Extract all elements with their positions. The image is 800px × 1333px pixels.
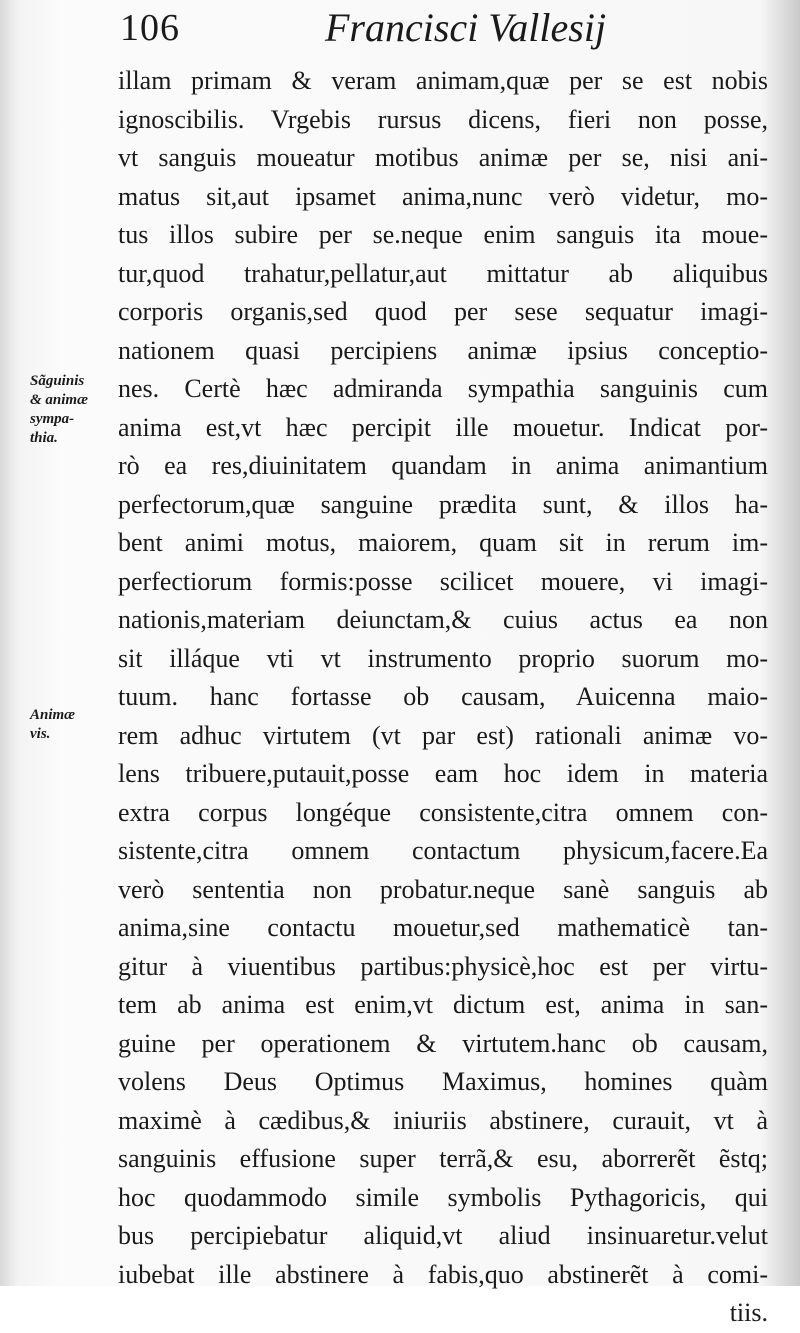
text-line: anima est,vt hæc percipit ille mouetur. Indicat por- bbox=[118, 412, 768, 442]
margin-note-line: sympa- bbox=[30, 411, 75, 427]
text-line: tem ab anima est enim,vt dictum est, anima in san- bbox=[118, 990, 768, 1019]
text-line: lens tribuere,putauit,posse eam hoc idem in materia bbox=[118, 759, 768, 788]
text-line: rem adhuc virtutem (vt par est) rationali animæ vo- bbox=[118, 720, 768, 750]
text-line: hoc quodammodo simile symbolis Pythagoricis, qui bbox=[118, 1182, 768, 1212]
text-line: tus illos subire per se.neque enim sanguis ita moue- bbox=[118, 220, 768, 249]
text-line: iubebat ille abstinere à fabis,quo abstinerẽt à comi- bbox=[118, 1259, 768, 1289]
text-line: matus sit,aut ipsamet anima,nunc verò videtur, mo- bbox=[118, 181, 768, 211]
text-line: sanguinis effusione super terrã,& esu, aborrerẽt ẽstq; bbox=[118, 1144, 768, 1173]
margin-note-line: vis. bbox=[30, 726, 51, 742]
body-text bbox=[118, 62, 768, 1333]
text-line: tur,quod trahatur,pellatur,aut mittatur ab aliquibus bbox=[118, 258, 768, 288]
text-line: ignoscibilis. Vrgebis rursus dicens, fieri non posse, bbox=[118, 104, 768, 134]
text-line: nationem quasi percipiens animæ ipsius conceptio- bbox=[118, 335, 768, 365]
text-line: nationis,materiam deiunctam,& cuius actus ea non bbox=[118, 605, 768, 634]
text-line: vt sanguis moueatur motibus animæ per se, nisi ani- bbox=[118, 143, 768, 172]
text-line: perfectorum,quæ sanguine prædita sunt, & illos ha- bbox=[118, 489, 768, 519]
text-line: nes. Certè hæc admiranda sympathia sanguinis cum bbox=[118, 374, 768, 403]
text-line: bus percipiebatur aliquid,vt aliud insinuaretur.velut bbox=[118, 1221, 768, 1250]
running-head: Francisci Vallesij bbox=[325, 5, 607, 50]
text-line: anima,sine contactu mouetur,sed mathematicè tan- bbox=[118, 913, 768, 942]
text-line: tuum. hanc fortasse ob causam, Auicenna maio- bbox=[118, 682, 768, 711]
text-line: illam primam & veram animam,quæ per se est nobis bbox=[118, 66, 768, 95]
margin-note-animae-vis bbox=[30, 706, 75, 744]
text-line: volens Deus Optimus Maximus, homines quàm bbox=[118, 1067, 768, 1096]
text-line: maximè à cædibus,& iniuriis abstinere, curauit, vt à bbox=[118, 1105, 768, 1135]
text-line-last: tiis. bbox=[729, 1298, 768, 1327]
text-line: sistente,citra omnem contactum physicum,facere.Ea bbox=[118, 836, 768, 865]
page-number: 106 bbox=[120, 7, 180, 49]
margin-note-sympathia bbox=[30, 372, 88, 448]
margin-note-line: Animæ bbox=[30, 707, 76, 723]
text-line: guine per operationem & virtutem.hanc ob causam, bbox=[118, 1028, 768, 1058]
text-line: bent animi motus, maiorem, quam sit in rerum im- bbox=[118, 528, 768, 557]
text-line: verò sententia non probatur.neque sanè sanguis ab bbox=[118, 874, 768, 904]
text-line: rò ea res,diuinitatem quandam in anima animantium bbox=[118, 451, 768, 480]
margin-note-line: & animæ bbox=[30, 392, 88, 408]
margin-note-line: Sãguinis bbox=[30, 373, 85, 389]
text-line: sit illáque vti vt instrumento proprio suorum mo- bbox=[118, 643, 768, 673]
text-line: gitur à viuentibus partibus:physicè,hoc est per virtu- bbox=[118, 951, 768, 981]
text-line: corporis organis,sed quod per sese sequatur imagi- bbox=[118, 297, 768, 326]
margin-note-line: thia. bbox=[30, 430, 58, 446]
text-line: extra corpus longéque consistente,citra omnem con- bbox=[118, 797, 768, 827]
text-line: perfectiorum formis:posse scilicet mouere, vi imagi- bbox=[118, 566, 768, 596]
